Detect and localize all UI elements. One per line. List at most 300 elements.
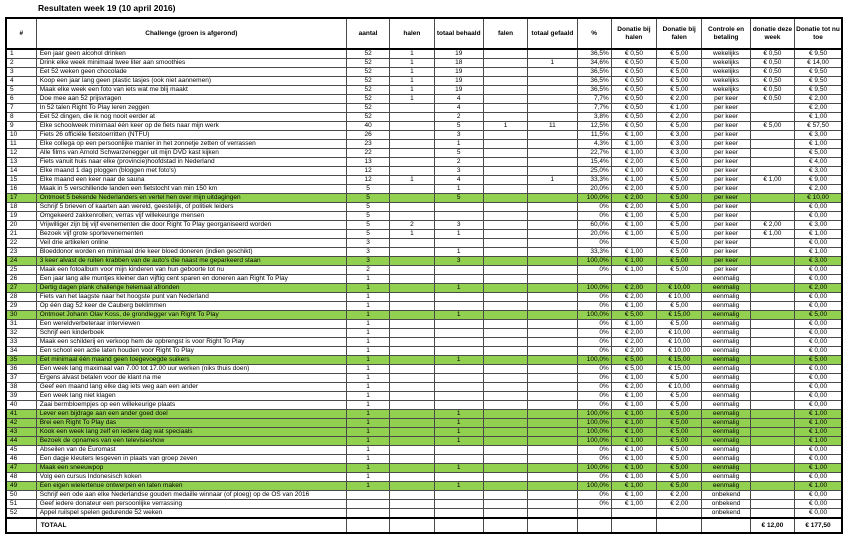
cell-falen[interactable] — [483, 419, 527, 428]
cell-don-falen[interactable]: € 5,00 — [657, 320, 702, 329]
cell-don-week[interactable] — [750, 347, 794, 356]
cell-falen[interactable] — [483, 248, 527, 257]
cell-challenge[interactable]: Maak een schilderij en verkoop hem de opbrengst is voor Right To Play — [36, 338, 346, 347]
cell-aantal[interactable] — [346, 509, 389, 519]
column-header-num[interactable]: # — [6, 18, 36, 49]
cell-controle[interactable]: eenmalig — [702, 347, 750, 356]
cell-num[interactable]: 46 — [6, 455, 36, 464]
cell-controle[interactable]: per keer — [702, 167, 750, 176]
cell-don-halen[interactable]: € 0,50 — [611, 86, 656, 95]
cell-challenge[interactable]: Een dagje kleuters lesgeven in plaats van groep zeven — [36, 455, 346, 464]
cell-totaal-behaald[interactable]: 1 — [434, 482, 483, 491]
cell-don-tot[interactable]: € 1,00 — [795, 248, 842, 257]
cell-don-week[interactable]: € 0,50 — [750, 86, 794, 95]
cell-don-halen[interactable]: € 0,50 — [611, 49, 656, 59]
cell-pct[interactable]: 0% — [577, 401, 611, 410]
cell-don-halen[interactable]: € 1,00 — [611, 455, 656, 464]
cell-num[interactable]: 35 — [6, 356, 36, 365]
cell-totaal-gefaald[interactable] — [528, 149, 577, 158]
cell-don-halen[interactable]: € 1,00 — [611, 257, 656, 266]
cell-halen[interactable]: 1 — [390, 59, 434, 68]
cell-total-halen[interactable] — [390, 518, 434, 533]
cell-don-tot[interactable]: € 1,00 — [795, 113, 842, 122]
cell-falen[interactable] — [483, 59, 527, 68]
cell-halen[interactable] — [390, 419, 434, 428]
cell-don-falen[interactable]: € 15,00 — [657, 311, 702, 320]
cell-totaal-gefaald[interactable] — [528, 230, 577, 239]
cell-don-week[interactable] — [750, 338, 794, 347]
cell-don-tot[interactable]: € 0,00 — [795, 266, 842, 275]
cell-don-week[interactable]: € 0,50 — [750, 59, 794, 68]
cell-controle[interactable]: per keer — [702, 140, 750, 149]
cell-pct[interactable]: 60,0% — [577, 221, 611, 230]
cell-totaal-behaald[interactable]: 19 — [434, 77, 483, 86]
cell-pct[interactable]: 36,5% — [577, 49, 611, 59]
cell-aantal[interactable]: 52 — [346, 113, 389, 122]
cell-don-halen[interactable]: € 5,00 — [611, 365, 656, 374]
cell-totaal-behaald[interactable]: 1 — [434, 248, 483, 257]
cell-pct[interactable]: 0% — [577, 320, 611, 329]
cell-totaal-gefaald[interactable] — [528, 392, 577, 401]
cell-don-tot[interactable]: € 0,00 — [795, 473, 842, 482]
cell-pct[interactable]: 0% — [577, 239, 611, 248]
cell-falen[interactable] — [483, 77, 527, 86]
cell-don-halen[interactable]: € 2,00 — [611, 203, 656, 212]
cell-totaal-gefaald[interactable] — [528, 68, 577, 77]
cell-don-halen[interactable]: € 1,00 — [611, 131, 656, 140]
cell-num[interactable]: 33 — [6, 338, 36, 347]
cell-don-halen[interactable]: € 1,00 — [611, 140, 656, 149]
cell-falen[interactable] — [483, 401, 527, 410]
cell-totaal-gefaald[interactable] — [528, 185, 577, 194]
cell-num[interactable]: 28 — [6, 293, 36, 302]
cell-don-falen[interactable]: € 10,00 — [657, 383, 702, 392]
cell-don-tot[interactable]: € 9,50 — [795, 86, 842, 95]
cell-challenge[interactable]: Abseilen van de Euromast — [36, 446, 346, 455]
cell-total-behaald[interactable] — [434, 518, 483, 533]
cell-halen[interactable]: 1 — [390, 95, 434, 104]
total-donatie-deze-week[interactable]: € 12,00 — [750, 518, 794, 533]
cell-aantal[interactable]: 1 — [346, 284, 389, 293]
cell-pct[interactable]: 100,0% — [577, 437, 611, 446]
cell-don-halen[interactable]: € 0,50 — [611, 59, 656, 68]
cell-pct[interactable]: 25,0% — [577, 167, 611, 176]
cell-don-falen[interactable]: € 10,00 — [657, 329, 702, 338]
cell-totaal-behaald[interactable] — [434, 347, 483, 356]
cell-don-week[interactable] — [750, 284, 794, 293]
cell-controle[interactable]: eenmalig — [702, 392, 750, 401]
cell-aantal[interactable]: 1 — [346, 401, 389, 410]
cell-falen[interactable] — [483, 95, 527, 104]
cell-pct[interactable]: 20,0% — [577, 185, 611, 194]
cell-don-halen[interactable]: € 1,00 — [611, 149, 656, 158]
cell-don-week[interactable] — [750, 194, 794, 203]
cell-don-week[interactable] — [750, 248, 794, 257]
cell-halen[interactable] — [390, 401, 434, 410]
cell-totaal-behaald[interactable] — [434, 509, 483, 519]
cell-don-falen[interactable]: € 10,00 — [657, 293, 702, 302]
cell-num[interactable]: 16 — [6, 185, 36, 194]
cell-num[interactable]: 10 — [6, 131, 36, 140]
cell-halen[interactable] — [390, 212, 434, 221]
cell-don-week[interactable]: € 0,50 — [750, 49, 794, 59]
cell-controle[interactable]: per keer — [702, 266, 750, 275]
cell-pct[interactable]: 12,5% — [577, 122, 611, 131]
cell-challenge[interactable]: Ontmoet 5 bekende Nederlanders en vertel hen over mijn uitdagingen — [36, 194, 346, 203]
column-header-falen[interactable]: falen — [483, 18, 527, 49]
cell-totaal-behaald[interactable]: 18 — [434, 59, 483, 68]
cell-don-tot[interactable]: € 0,00 — [795, 392, 842, 401]
cell-don-tot[interactable]: € 0,00 — [795, 293, 842, 302]
cell-totaal-behaald[interactable] — [434, 302, 483, 311]
cell-challenge[interactable]: Vrijwilliger zijn bij vijf evenementen die door Right To Play georganiseerd worden — [36, 221, 346, 230]
cell-don-week[interactable] — [750, 212, 794, 221]
cell-don-tot[interactable]: € 0,00 — [795, 500, 842, 509]
cell-totaal-gefaald[interactable] — [528, 77, 577, 86]
column-header-donatie-deze-week[interactable]: donatie deze week — [750, 18, 794, 49]
cell-don-week[interactable] — [750, 131, 794, 140]
cell-aantal[interactable] — [346, 500, 389, 509]
column-header-pct[interactable]: % — [577, 18, 611, 49]
cell-aantal[interactable]: 3 — [346, 239, 389, 248]
cell-don-tot[interactable]: € 0,00 — [795, 446, 842, 455]
cell-don-halen[interactable]: € 0,50 — [611, 77, 656, 86]
cell-controle[interactable]: eenmalig — [702, 356, 750, 365]
cell-num[interactable]: 11 — [6, 140, 36, 149]
total-donatie-tot-nu-toe[interactable]: € 177,50 — [795, 518, 842, 533]
cell-totaal-gefaald[interactable] — [528, 284, 577, 293]
cell-don-week[interactable] — [750, 275, 794, 284]
cell-controle[interactable]: eenmalig — [702, 437, 750, 446]
cell-total-falen[interactable] — [483, 518, 527, 533]
cell-don-halen[interactable]: € 5,00 — [611, 311, 656, 320]
cell-pct[interactable]: 100,0% — [577, 284, 611, 293]
cell-don-week[interactable] — [750, 167, 794, 176]
cell-halen[interactable] — [390, 329, 434, 338]
cell-totaal-behaald[interactable]: 1 — [434, 437, 483, 446]
cell-challenge[interactable]: Volg een cursus Indonesisch koken — [36, 473, 346, 482]
cell-don-tot[interactable]: € 0,00 — [795, 374, 842, 383]
cell-totaal-gefaald[interactable] — [528, 203, 577, 212]
cell-totaal-behaald[interactable]: 3 — [434, 167, 483, 176]
cell-controle[interactable]: eenmalig — [702, 374, 750, 383]
cell-don-falen[interactable]: € 5,00 — [657, 248, 702, 257]
cell-controle[interactable]: eenmalig — [702, 302, 750, 311]
cell-num[interactable]: 38 — [6, 383, 36, 392]
cell-totaal-behaald[interactable]: 2 — [434, 158, 483, 167]
cell-aantal[interactable]: 5 — [346, 230, 389, 239]
cell-totaal-gefaald[interactable] — [528, 239, 577, 248]
cell-pct[interactable]: 34,6% — [577, 59, 611, 68]
cell-falen[interactable] — [483, 302, 527, 311]
cell-don-week[interactable] — [750, 149, 794, 158]
cell-aantal[interactable]: 1 — [346, 392, 389, 401]
cell-totaal-gefaald[interactable] — [528, 464, 577, 473]
cell-halen[interactable] — [390, 392, 434, 401]
cell-don-tot[interactable]: € 1,00 — [795, 464, 842, 473]
cell-don-week[interactable] — [750, 491, 794, 500]
cell-pct[interactable]: 0% — [577, 446, 611, 455]
cell-aantal[interactable]: 1 — [346, 338, 389, 347]
cell-don-tot[interactable]: € 0,00 — [795, 347, 842, 356]
cell-challenge[interactable]: Een jaar lang alle muntjes kleiner dan vijftig cent sparen en doneren aan Right To Play — [36, 275, 346, 284]
cell-num[interactable]: 30 — [6, 311, 36, 320]
cell-don-week[interactable]: € 5,00 — [750, 122, 794, 131]
cell-falen[interactable] — [483, 329, 527, 338]
cell-don-tot[interactable]: € 0,00 — [795, 203, 842, 212]
cell-don-falen[interactable]: € 1,00 — [657, 104, 702, 113]
cell-don-halen[interactable]: € 1,00 — [611, 374, 656, 383]
cell-don-falen[interactable]: € 5,00 — [657, 185, 702, 194]
cell-pct[interactable]: 0% — [577, 329, 611, 338]
cell-halen[interactable] — [390, 149, 434, 158]
cell-falen[interactable] — [483, 131, 527, 140]
cell-halen[interactable] — [390, 320, 434, 329]
cell-don-week[interactable] — [750, 266, 794, 275]
cell-challenge[interactable]: Maak elke week een foto van iets wat me blij maakt — [36, 86, 346, 95]
cell-falen[interactable] — [483, 383, 527, 392]
cell-halen[interactable] — [390, 104, 434, 113]
cell-totaal-behaald[interactable]: 2 — [434, 113, 483, 122]
cell-don-week[interactable] — [750, 302, 794, 311]
cell-challenge[interactable]: Elke maand een keer naar de sauna — [36, 176, 346, 185]
cell-don-halen[interactable]: € 2,00 — [611, 383, 656, 392]
cell-controle[interactable]: eenmalig — [702, 455, 750, 464]
cell-num[interactable]: 25 — [6, 266, 36, 275]
cell-falen[interactable] — [483, 104, 527, 113]
cell-pct[interactable]: 0% — [577, 266, 611, 275]
cell-halen[interactable] — [390, 446, 434, 455]
cell-totaal-gefaald[interactable] — [528, 374, 577, 383]
cell-don-halen[interactable]: € 1,00 — [611, 266, 656, 275]
cell-challenge[interactable]: Kook een week lang zelf en iedere dag wat speciaals — [36, 428, 346, 437]
cell-pct[interactable]: 100,0% — [577, 419, 611, 428]
cell-pct[interactable]: 0% — [577, 293, 611, 302]
cell-don-halen[interactable]: € 1,00 — [611, 392, 656, 401]
column-header-challenge[interactable]: Challenge (groen is afgerond) — [36, 18, 346, 49]
cell-challenge[interactable]: Brei een Right To Play das — [36, 419, 346, 428]
cell-pct[interactable]: 3,8% — [577, 113, 611, 122]
cell-don-week[interactable]: € 0,50 — [750, 77, 794, 86]
cell-totaal-gefaald[interactable] — [528, 257, 577, 266]
cell-aantal[interactable]: 1 — [346, 437, 389, 446]
cell-totaal-gefaald[interactable] — [528, 320, 577, 329]
cell-aantal[interactable]: 52 — [346, 59, 389, 68]
cell-don-week[interactable] — [750, 464, 794, 473]
cell-don-halen[interactable]: € 1,00 — [611, 464, 656, 473]
cell-aantal[interactable]: 1 — [346, 455, 389, 464]
cell-aantal[interactable]: 1 — [346, 329, 389, 338]
cell-don-week[interactable] — [750, 257, 794, 266]
cell-num[interactable]: 51 — [6, 500, 36, 509]
cell-total-num[interactable] — [6, 518, 36, 533]
cell-totaal-gefaald[interactable] — [528, 401, 577, 410]
cell-don-tot[interactable]: € 2,00 — [795, 284, 842, 293]
cell-controle[interactable]: eenmalig — [702, 428, 750, 437]
cell-don-falen[interactable]: € 5,00 — [657, 419, 702, 428]
cell-halen[interactable] — [390, 482, 434, 491]
cell-don-falen[interactable]: € 2,00 — [657, 95, 702, 104]
cell-challenge[interactable]: Op één dag 52 keer de Cauberg beklimmen — [36, 302, 346, 311]
cell-totaal-gefaald[interactable] — [528, 446, 577, 455]
cell-challenge[interactable]: Een wereldverbeteraar interviewen — [36, 320, 346, 329]
cell-don-falen[interactable]: € 5,00 — [657, 464, 702, 473]
cell-don-week[interactable] — [750, 428, 794, 437]
cell-totaal-behaald[interactable]: 1 — [434, 311, 483, 320]
cell-controle[interactable]: eenmalig — [702, 284, 750, 293]
cell-halen[interactable] — [390, 248, 434, 257]
cell-totaal-gefaald[interactable] — [528, 248, 577, 257]
cell-don-week[interactable] — [750, 311, 794, 320]
cell-challenge[interactable]: Schrijf 5 brieven of kaarten aan wereld, geestelijk, of politiek leiders — [36, 203, 346, 212]
cell-num[interactable]: 15 — [6, 176, 36, 185]
cell-aantal[interactable]: 1 — [346, 473, 389, 482]
cell-don-week[interactable]: € 0,50 — [750, 68, 794, 77]
cell-pct[interactable]: 36,5% — [577, 68, 611, 77]
cell-falen[interactable] — [483, 392, 527, 401]
cell-falen[interactable] — [483, 320, 527, 329]
cell-don-week[interactable] — [750, 437, 794, 446]
cell-num[interactable]: 18 — [6, 203, 36, 212]
cell-totaal-gefaald[interactable] — [528, 500, 577, 509]
cell-pct[interactable]: 0% — [577, 383, 611, 392]
cell-don-falen[interactable]: € 5,00 — [657, 176, 702, 185]
cell-don-tot[interactable]: € 3,00 — [795, 167, 842, 176]
cell-challenge[interactable]: Een jaar geen alcohol drinken — [36, 49, 346, 59]
cell-totaal-behaald[interactable] — [434, 212, 483, 221]
cell-num[interactable]: 7 — [6, 104, 36, 113]
cell-aantal[interactable]: 1 — [346, 320, 389, 329]
cell-controle[interactable]: per keer — [702, 194, 750, 203]
cell-challenge[interactable]: Een school een actie laten houden voor Right To Play — [36, 347, 346, 356]
cell-don-falen[interactable]: € 5,00 — [657, 194, 702, 203]
cell-aantal[interactable]: 1 — [346, 302, 389, 311]
cell-challenge[interactable]: Een week lang niet klagen — [36, 392, 346, 401]
cell-don-falen[interactable]: € 5,00 — [657, 167, 702, 176]
cell-totaal-gefaald[interactable] — [528, 167, 577, 176]
cell-challenge[interactable]: Geef een maand lang elke dag iets weg aan een ander — [36, 383, 346, 392]
cell-halen[interactable] — [390, 473, 434, 482]
cell-halen[interactable] — [390, 122, 434, 131]
cell-falen[interactable] — [483, 194, 527, 203]
cell-don-week[interactable] — [750, 392, 794, 401]
cell-aantal[interactable]: 12 — [346, 176, 389, 185]
cell-num[interactable]: 26 — [6, 275, 36, 284]
cell-halen[interactable] — [390, 455, 434, 464]
cell-falen[interactable] — [483, 374, 527, 383]
cell-halen[interactable] — [390, 356, 434, 365]
cell-totaal-behaald[interactable]: 19 — [434, 49, 483, 59]
cell-halen[interactable] — [390, 257, 434, 266]
column-header-donatie-bij-falen[interactable]: Donatie bij falen — [657, 18, 702, 49]
cell-don-tot[interactable]: € 1,00 — [795, 437, 842, 446]
cell-falen[interactable] — [483, 356, 527, 365]
cell-falen[interactable] — [483, 230, 527, 239]
cell-don-falen[interactable]: € 5,00 — [657, 374, 702, 383]
cell-controle[interactable]: eenmalig — [702, 473, 750, 482]
cell-don-falen[interactable]: € 5,00 — [657, 266, 702, 275]
cell-don-tot[interactable]: € 3,00 — [795, 221, 842, 230]
cell-don-halen[interactable]: € 1,00 — [611, 500, 656, 509]
cell-challenge[interactable]: Eet 52 weken geen chocolade — [36, 68, 346, 77]
cell-totaal-behaald[interactable] — [434, 473, 483, 482]
cell-aantal[interactable]: 1 — [346, 383, 389, 392]
cell-challenge[interactable]: Eet 52 dingen, die ik nog nooit eerder at — [36, 113, 346, 122]
cell-challenge[interactable]: Lever een bijdrage aan een ander goed doel — [36, 410, 346, 419]
cell-halen[interactable] — [390, 131, 434, 140]
cell-don-tot[interactable]: € 0,00 — [795, 212, 842, 221]
cell-pct[interactable]: 0% — [577, 455, 611, 464]
cell-don-falen[interactable]: € 2,00 — [657, 113, 702, 122]
cell-num[interactable]: 42 — [6, 419, 36, 428]
cell-don-tot[interactable]: € 0,00 — [795, 365, 842, 374]
cell-don-falen[interactable]: € 3,00 — [657, 149, 702, 158]
cell-challenge[interactable]: Elke schoolweek minimaal één keer op de fiets naar mijn werk — [36, 122, 346, 131]
cell-controle[interactable]: per keer — [702, 230, 750, 239]
cell-totaal-gefaald[interactable] — [528, 158, 577, 167]
column-header-controle-en-betaling[interactable]: Controle en betaling — [702, 18, 750, 49]
cell-totaal-behaald[interactable] — [434, 275, 483, 284]
cell-challenge[interactable]: Schrijf een ode aan elke Nederlandse gouden medaille winnaar (of ploeg) op de OS van 2016 — [36, 491, 346, 500]
cell-don-halen[interactable]: € 5,00 — [611, 356, 656, 365]
cell-controle[interactable]: per keer — [702, 203, 750, 212]
cell-don-falen[interactable]: € 10,00 — [657, 338, 702, 347]
cell-don-falen[interactable]: € 5,00 — [657, 446, 702, 455]
cell-halen[interactable]: 1 — [390, 86, 434, 95]
cell-aantal[interactable]: 52 — [346, 104, 389, 113]
cell-don-week[interactable] — [750, 185, 794, 194]
cell-controle[interactable]: eenmalig — [702, 338, 750, 347]
cell-don-halen[interactable]: € 1,00 — [611, 410, 656, 419]
cell-don-week[interactable] — [750, 446, 794, 455]
cell-num[interactable]: 29 — [6, 302, 36, 311]
cell-don-falen[interactable]: € 10,00 — [657, 284, 702, 293]
cell-halen[interactable] — [390, 293, 434, 302]
cell-halen[interactable] — [390, 167, 434, 176]
cell-don-halen[interactable]: € 1,00 — [611, 482, 656, 491]
cell-pct[interactable]: 100,0% — [577, 428, 611, 437]
cell-aantal[interactable]: 3 — [346, 248, 389, 257]
cell-total-don-halen[interactable] — [611, 518, 656, 533]
cell-pct[interactable] — [577, 275, 611, 284]
cell-don-tot[interactable]: € 1,00 — [795, 482, 842, 491]
cell-aantal[interactable]: 5 — [346, 194, 389, 203]
cell-controle[interactable]: eenmalig — [702, 446, 750, 455]
cell-total-gefaald[interactable] — [528, 518, 577, 533]
cell-don-falen[interactable]: € 5,00 — [657, 482, 702, 491]
cell-falen[interactable] — [483, 266, 527, 275]
cell-aantal[interactable]: 1 — [346, 464, 389, 473]
cell-don-tot[interactable]: € 0,00 — [795, 302, 842, 311]
cell-aantal[interactable]: 5 — [346, 203, 389, 212]
cell-don-halen[interactable]: € 0,50 — [611, 68, 656, 77]
cell-totaal-gefaald[interactable] — [528, 428, 577, 437]
cell-don-halen[interactable]: € 1,00 — [611, 419, 656, 428]
cell-halen[interactable] — [390, 365, 434, 374]
cell-falen[interactable] — [483, 257, 527, 266]
cell-pct[interactable]: 0% — [577, 365, 611, 374]
cell-totaal-gefaald[interactable]: 1 — [528, 176, 577, 185]
cell-totaal-gefaald[interactable] — [528, 86, 577, 95]
cell-totaal-gefaald[interactable] — [528, 311, 577, 320]
cell-don-halen[interactable]: € 1,00 — [611, 248, 656, 257]
cell-totaal-gefaald[interactable] — [528, 455, 577, 464]
cell-totaal-behaald[interactable] — [434, 329, 483, 338]
cell-controle[interactable]: eenmalig — [702, 320, 750, 329]
cell-controle[interactable]: eenmalig — [702, 419, 750, 428]
cell-totaal-behaald[interactable] — [434, 383, 483, 392]
cell-pct[interactable]: 4,3% — [577, 140, 611, 149]
